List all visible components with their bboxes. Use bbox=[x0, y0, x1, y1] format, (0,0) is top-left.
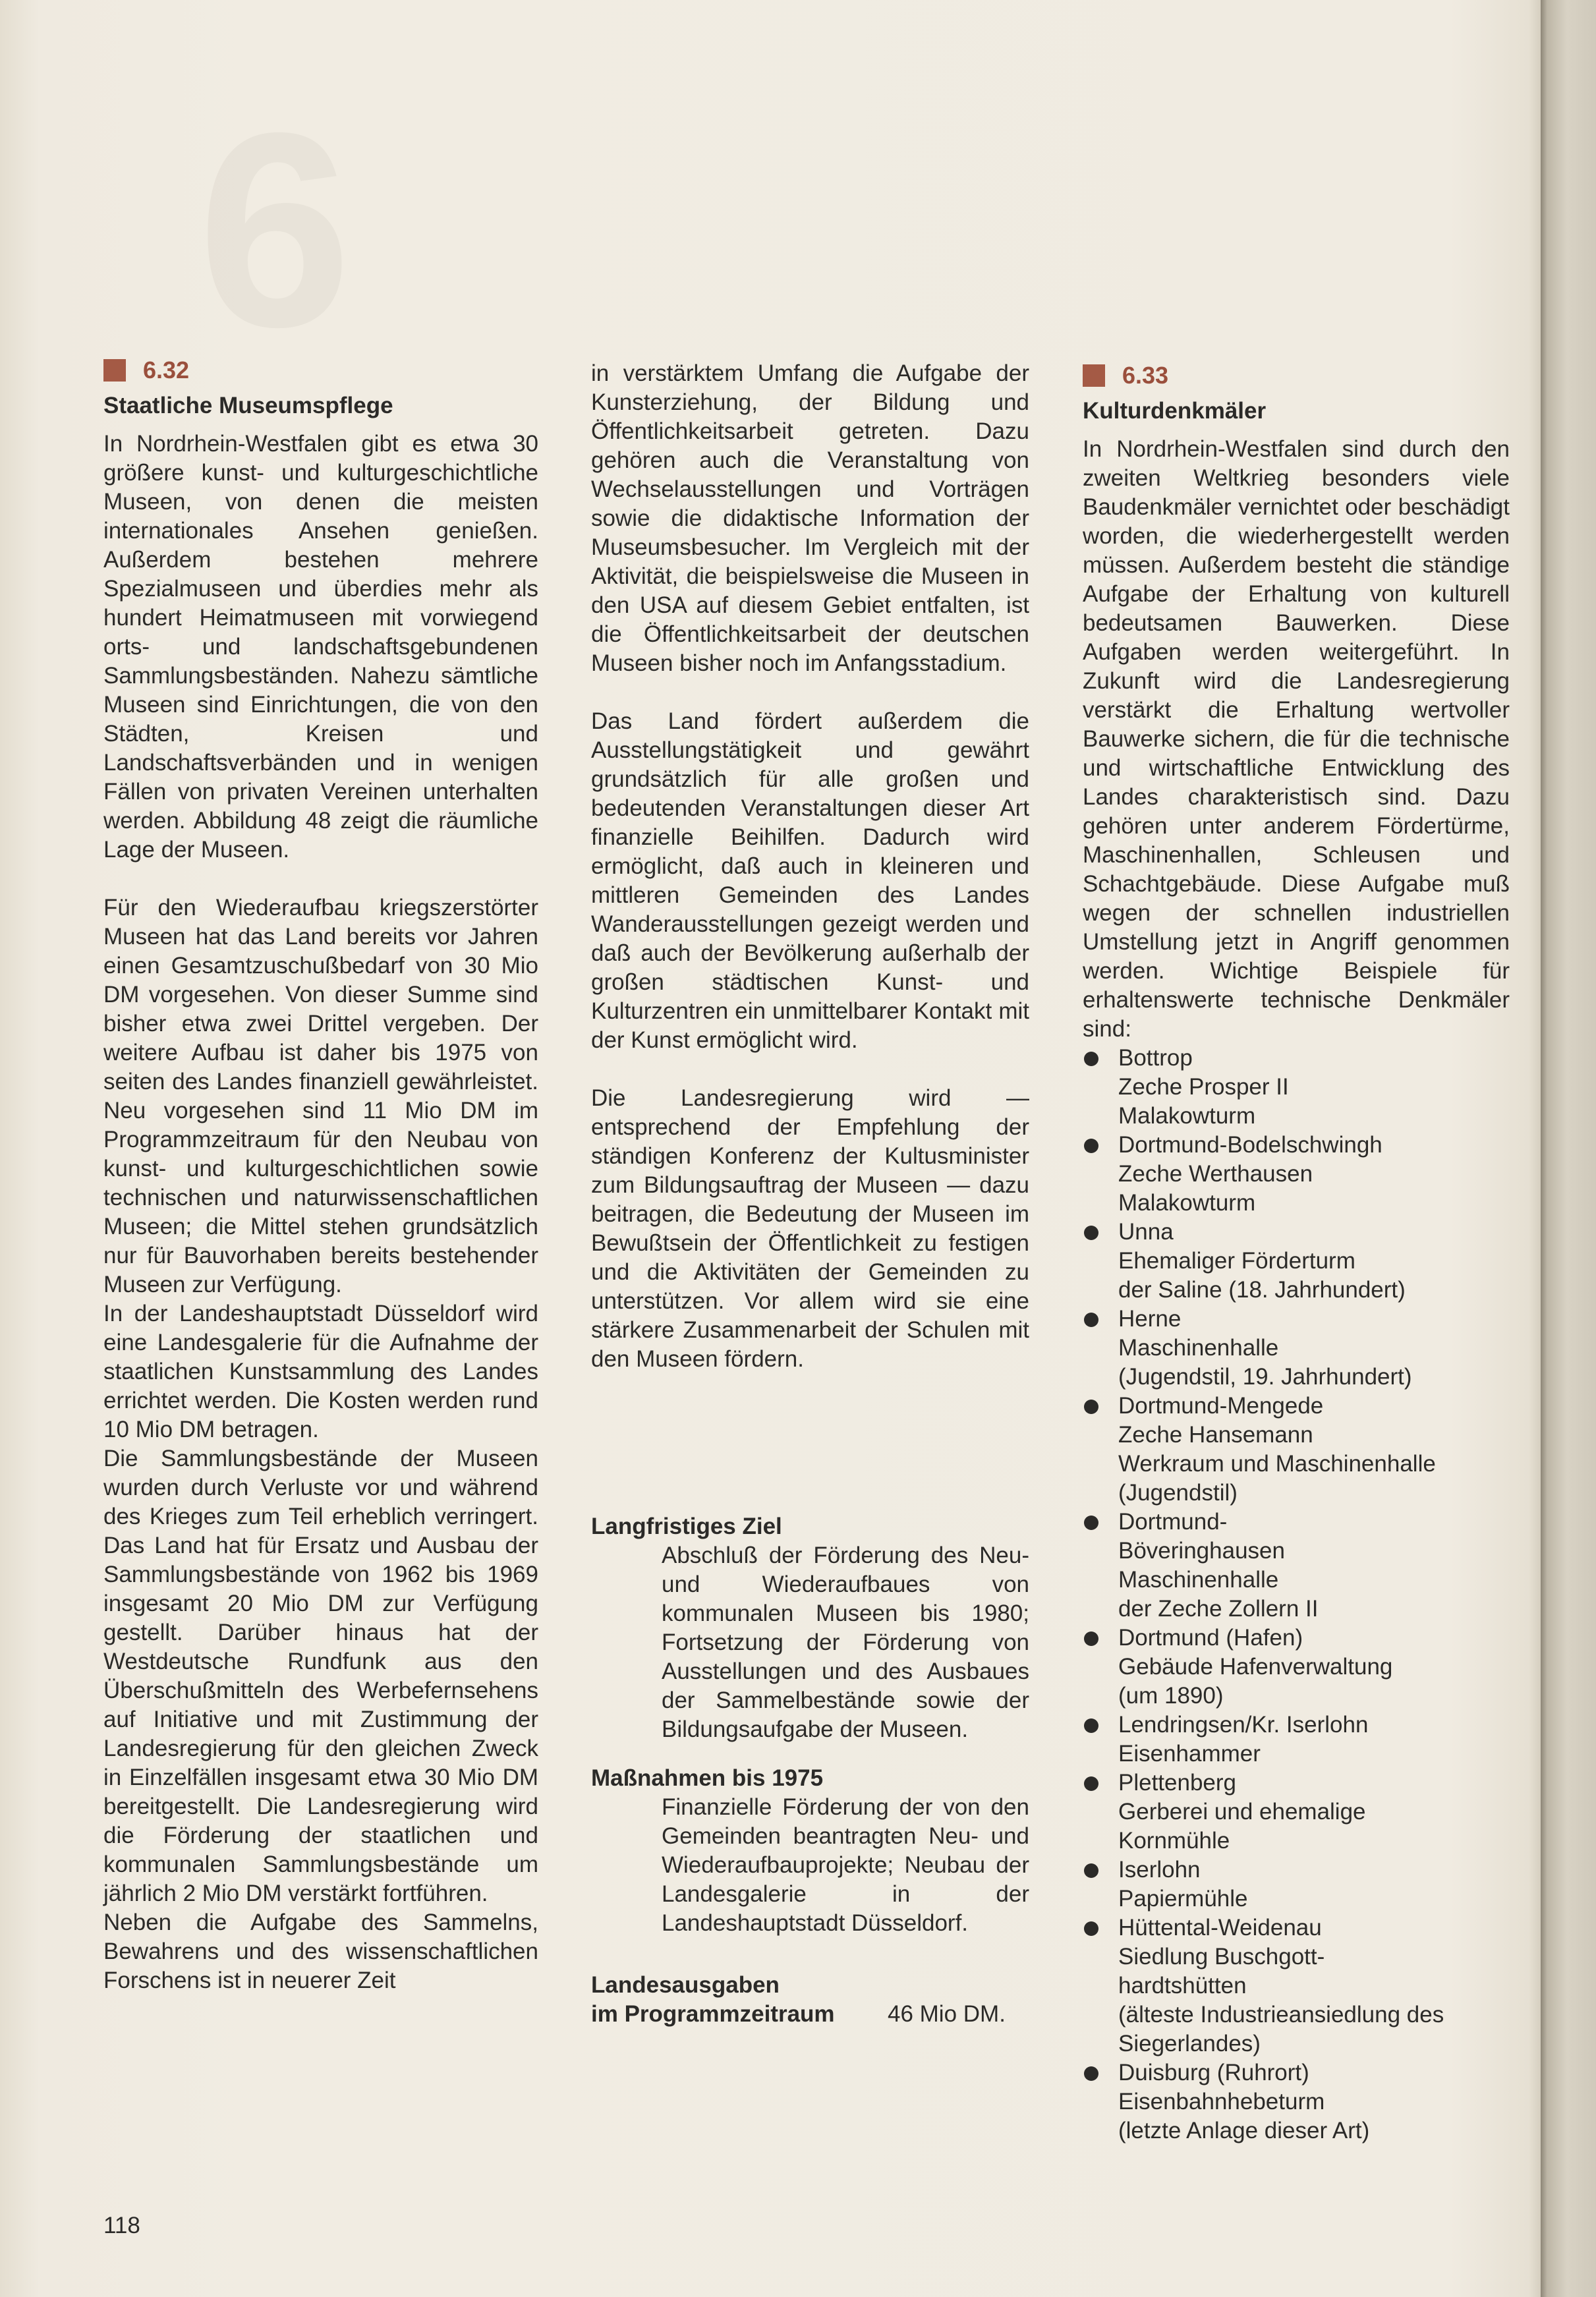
measures-heading: Maßnahmen bis 1975 bbox=[591, 1765, 824, 1791]
spending-label-line-2: im Programmzeitraum bbox=[591, 2001, 835, 2027]
list-item bbox=[1083, 1305, 1510, 1392]
book-spine bbox=[1541, 0, 1596, 2297]
item-line: Papiermühle bbox=[1118, 1886, 1248, 1912]
column-right bbox=[1083, 361, 1510, 2145]
paragraph: Für den Wiederaufbau kriegszerstörter Museen hat das Land bereits vor Jahren einen Gesamtzuschußbedarf von 30 Mio DM vorgesehen. Von dieser Summe sind bisher etwa zwei Drittel vergeben. Der weitere Aufbau ist daher bis 1975 von seiten des Landes finanziell gewährleistet. Neu vorgesehen sind 11 Mio DM im Programmzeitraum für den Neubau von kunst- und kulturgeschichtlichen sowie technischen und naturwissenschaftlichen Museen; die Mittel stehen grundsätzlich nur für Bauvorhaben bereits bestehender Museen zur Verfügung. bbox=[103, 895, 538, 1297]
goal-heading: Langfristiges Ziel bbox=[591, 1514, 782, 1539]
item-line: (Jugendstil) bbox=[1118, 1480, 1238, 1506]
item-line: Malakowturm bbox=[1118, 1103, 1256, 1129]
section-number: 6.33 bbox=[1122, 362, 1169, 389]
section-marker-square-icon bbox=[103, 359, 126, 382]
item-line: (Jugendstil, 19. Jahrhundert) bbox=[1118, 1364, 1412, 1390]
chapter-ghost-numeral: 6 bbox=[198, 76, 352, 385]
item-line: Maschinenhalle bbox=[1118, 1335, 1279, 1361]
paragraph: In der Landeshauptstadt Düsseldorf wird eine Landesgalerie für die Aufnahme der staatlichen Kunstsammlung des Landes errichtet werden. Die Kosten werden rund 10 Mio DM betragen. bbox=[103, 1301, 538, 1442]
list-item bbox=[1083, 1856, 1510, 1914]
item-line: der Saline (18. Jahrhundert) bbox=[1118, 1277, 1406, 1303]
item-line: (älteste Industrieansiedlung des Siegerlandes) bbox=[1118, 2002, 1444, 2056]
item-line: Bottrop bbox=[1118, 1045, 1193, 1071]
list-item bbox=[1083, 2058, 1510, 2145]
paragraph: Die Landesregierung wird — entsprechend der Empfehlung der ständigen Konferenz der Kultusminister zum Bildungsauftrag der Museen — dazu beitragen, die Bedeutung der Museen im Bewußtsein der Öffentlichkeit zu festigen und die Aktivitäten der Gemeinden zu unterstützen. Vor allem wird sie eine stärkere Zusammenarbeit der Schulen mit den Museen fördern. bbox=[591, 1085, 1029, 1372]
item-line: (um 1890) bbox=[1118, 1683, 1224, 1709]
item-line: (letzte Anlage dieser Art) bbox=[1118, 2118, 1370, 2143]
section-marker-square-icon bbox=[1083, 364, 1105, 387]
item-line: Dortmund-Mengede bbox=[1118, 1393, 1324, 1419]
item-line: Dortmund- bbox=[1118, 1509, 1228, 1535]
item-line: Zeche Hansemann bbox=[1118, 1422, 1313, 1448]
page-number: 118 bbox=[103, 2213, 140, 2238]
item-line: Maschinenhalle bbox=[1118, 1567, 1279, 1593]
item-line: Kornmühle bbox=[1118, 1828, 1230, 1854]
list-item bbox=[1083, 1711, 1510, 1769]
spending-value: 46 Mio DM. bbox=[888, 2001, 1006, 2027]
list-item bbox=[1083, 1769, 1510, 1856]
section-title: Kulturdenkmäler bbox=[1083, 398, 1267, 424]
spending-label bbox=[591, 1971, 888, 2029]
list-item bbox=[1083, 1218, 1510, 1305]
item-line: Zeche Prosper II bbox=[1118, 1074, 1289, 1100]
goal-text: Abschluß der Förderung des Neu- und Wiederaufbaues von kommunalen Museen bis 1980; Fortsetzung der Förderung von Ausstellungen und des Ausbaues der Sammelbestände sowie der Bildungsaufgabe der Museen. bbox=[662, 1543, 1029, 1742]
item-line: Gerberei und ehemalige bbox=[1118, 1799, 1366, 1825]
column-middle bbox=[591, 359, 1029, 2029]
section-heading-6-32 bbox=[103, 356, 538, 385]
monument-list bbox=[1083, 1044, 1510, 2145]
item-line: Gebäude Hafenverwaltung bbox=[1118, 1654, 1393, 1680]
item-line: Unna bbox=[1118, 1219, 1174, 1245]
spending-row bbox=[591, 1971, 1029, 2029]
paragraph: In Nordrhein-Westfalen sind durch den zweiten Weltkrieg besonders viele Baudenkmäler vernichtet oder beschädigt worden, die wiederhergestellt werden müssen. Außerdem besteht die ständige Aufgabe der Erhaltung von kulturell bedeutsamen Bauwerken. Diese Aufgaben werden weitergeführt. In Zukunft wird die Landesregierung verstärkt die Erhaltung wertvoller Bauwerke sichern, die für die technische und wirtschaftliche Entwicklung des Landes charakteristisch sind. Dazu gehören unter anderem Fördertürme, Maschinenhallen, Schleusen und Schachtgebäude. Diese Aufgabe muß wegen der schnellen industriellen Umstellung jetzt in Angriff genommen werden. Wichtige Beispiele für erhaltenswerte technische Denkmäler sind: bbox=[1083, 436, 1510, 1042]
list-item bbox=[1083, 1044, 1510, 1131]
paragraph: Das Land fördert außerdem die Ausstellungstätigkeit und gewährt grundsätzlich für alle großen und bedeutenden Veranstaltungen dieser Art finanzielle Beihilfen. Dadurch wird ermöglicht, daß auch in kleineren und mittleren Gemeinden des Landes Wanderausstellungen gezeigt werden und daß auch der Bevölkerung außerhalb der großen städtischen Kunst- und Kulturzentren ein unmittelbarer Kontakt mit der Kunst ermöglicht wird. bbox=[591, 708, 1029, 1053]
item-line: Eisenbahnhebeturm bbox=[1118, 2089, 1325, 2114]
section-heading-6-33 bbox=[1083, 361, 1510, 390]
goal-block bbox=[591, 1541, 1029, 1744]
item-line: Dortmund (Hafen) bbox=[1118, 1625, 1303, 1651]
item-line: Iserlohn bbox=[1118, 1857, 1201, 1883]
item-line: Werkraum und Maschinenhalle bbox=[1118, 1451, 1436, 1477]
paragraph: In Nordrhein-Westfalen gibt es etwa 30 größere kunst- und kulturgeschichtliche Museen, von denen die meisten internationales Ansehen genießen. Außerdem bestehen mehrere Spezialmuseen und überdies mehr als hundert Heimatmuseen mit vorwiegend orts- und landschaftsgebundenen Sammlungsbeständen. Nahezu sämtliche Museen sind Einrichtungen, die von den Städten, Kreisen und Landschaftsverbänden und in wenigen Fällen von privaten Vereinen unterhalten werden. Abbildung 48 zeigt die räumliche Lage der Museen. bbox=[103, 431, 538, 863]
item-line: Malakowturm bbox=[1118, 1190, 1256, 1216]
item-line: Plettenberg bbox=[1118, 1770, 1237, 1796]
item-line: Lendringsen/Kr. Iserlohn bbox=[1118, 1712, 1369, 1738]
list-item bbox=[1083, 1624, 1510, 1711]
section-title: Staatliche Museumspflege bbox=[103, 393, 393, 418]
item-line: Eisenhammer bbox=[1118, 1741, 1261, 1767]
item-line: Duisburg (Ruhrort) bbox=[1118, 2060, 1309, 2085]
measures-text: Finanzielle Förderung der von den Gemeinden beantragten Neu- und Wiederaufbauprojekte; Neubau der Landesgalerie in der Landeshauptstadt Düsseldorf. bbox=[662, 1794, 1029, 1936]
list-item bbox=[1083, 1131, 1510, 1218]
item-line: Ehemaliger Förderturm bbox=[1118, 1248, 1355, 1274]
section-number: 6.32 bbox=[143, 356, 190, 383]
item-line: Dortmund-Bodelschwingh bbox=[1118, 1132, 1382, 1158]
spending-label-line-1: Landesausgaben bbox=[591, 1972, 780, 1998]
item-line: Herne bbox=[1118, 1306, 1182, 1332]
measures-block bbox=[591, 1793, 1029, 1938]
item-line: hardtshütten bbox=[1118, 1973, 1247, 1999]
paragraph: Neben die Aufgabe des Sammelns, Bewahrens und des wissenschaftlichen Forschens ist in neuerer Zeit bbox=[103, 1910, 538, 1993]
item-line: Siedlung Buschgott- bbox=[1118, 1944, 1325, 1970]
item-line: Zeche Werthausen bbox=[1118, 1161, 1313, 1187]
list-item bbox=[1083, 1914, 1510, 2058]
list-item bbox=[1083, 1508, 1510, 1624]
item-line: Hüttental-Weidenau bbox=[1118, 1915, 1322, 1941]
column-left bbox=[103, 356, 538, 1995]
list-item bbox=[1083, 1392, 1510, 1508]
item-line: Böveringhausen bbox=[1118, 1538, 1285, 1564]
paragraph: in verstärktem Umfang die Aufgabe der Kunsterziehung, der Bildung und Öffentlichkeitsarbeit getreten. Dazu gehören auch die Veranstaltung von Wechselausstellungen und Vorträgen sowie die didaktische Information der Museumsbesucher. Im Vergleich mit der Aktivität, die beispielsweise die Museen in den USA auf diesem Gebiet entfalten, ist die Öffentlichkeitsarbeit der deutschen Museen bisher noch im Anfangsstadium. bbox=[591, 360, 1029, 676]
paragraph: Die Sammlungsbestände der Museen wurden durch Verluste vor und während des Krieges zum Teil erheblich verringert. Das Land hat für Ersatz und Ausbau der Sammlungsbestände von 1962 bis 1969 insgesamt 20 Mio DM zur Verfügung gestellt. Darüber hinaus hat der Westdeutsche Rundfunk aus den Überschußmitteln des Werbefernsehens auf Initiative und mit Zustimmung der Landesregierung für den gleichen Zweck in Einzelfällen insgesamt etwa 30 Mio DM bereitgestellt. Die Landesregierung wird die Förderung der staatlichen und kommunalen Sammlungsbestände um jährlich 2 Mio DM verstärkt fortführen. bbox=[103, 1446, 538, 1906]
item-line: der Zeche Zollern II bbox=[1118, 1596, 1319, 1622]
